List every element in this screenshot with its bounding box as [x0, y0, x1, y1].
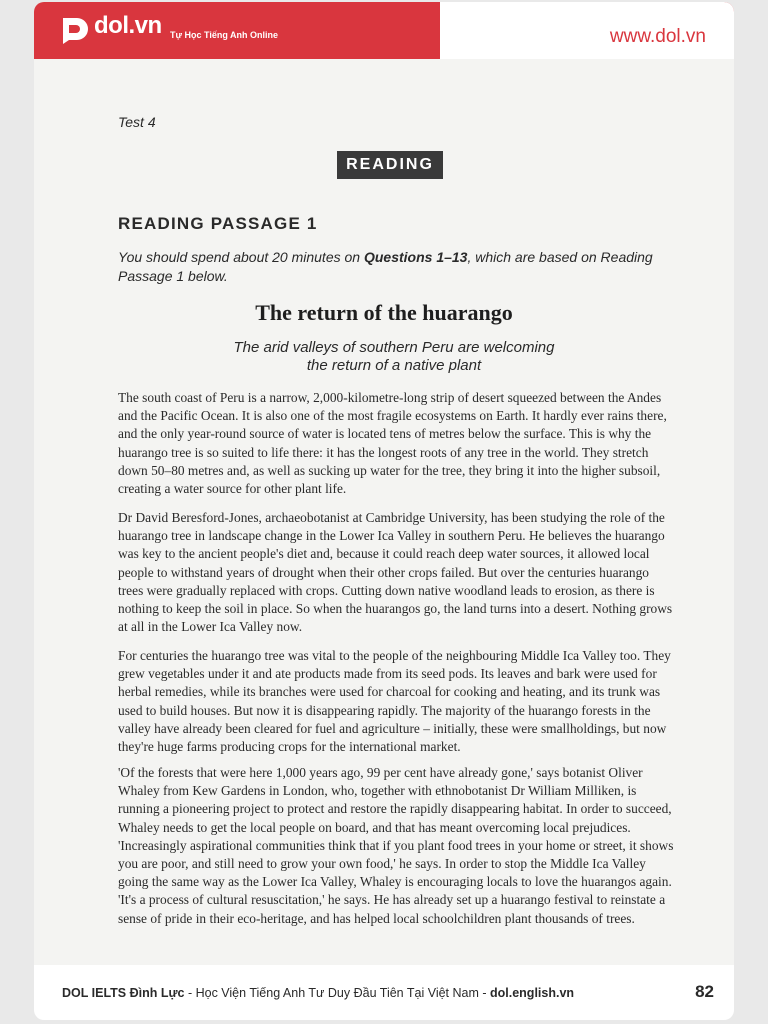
- passage-title: The return of the huarango: [255, 300, 513, 325]
- footer-separator-2: -: [478, 986, 490, 1000]
- page-number: 82: [695, 982, 714, 1001]
- instructions-pre: You should spend about 20 minutes on: [118, 249, 364, 265]
- site-url-link[interactable]: www.dol.vn: [609, 26, 706, 47]
- footer-link[interactable]: dol.english.vn: [490, 986, 575, 1000]
- paragraph-2: Dr David Beresford-Jones, archaeobotanist at Cambridge University, has been studying the role of the huarango tree in landscape change in the Lower Ica Valley in southern Peru. He believes the huarango was key to the ancient people's diet and, because it could reach deep water sources, it allowed local people to withstand years of drought when their other crops failed. But over the centuries huarango trees were gradually replaced with crops. Cutting down native woodland leads to erosion, as there is nothing to keep the soil in place. So when the huarangos go, the land turns into a desert. Nothing grows at all in the Lower Ica Valley now.: [118, 510, 673, 635]
- passage-heading: READING PASSAGE 1: [118, 214, 318, 233]
- logo-text[interactable]: dol.vn: [94, 12, 162, 39]
- footer-separator-1: -: [184, 986, 196, 1000]
- subtitle-line-2: the return of a native plant: [306, 357, 482, 374]
- instructions-questions: Questions 1–13: [363, 249, 468, 265]
- paragraph-1: The south coast of Peru is a narrow, 2,000-kilometre-long strip of desert squeezed between the Andes and the Pacific Ocean. It is also one of the most fragile ecosystems on Earth. It hardly ever rains there, and the only year-round source of water is located tens of metres below the surface. This is why the huarango tree is so suited to life there: it has the longest roots of any tree in the world. They stretch down 50–80 metres and, as well as sucking up water for the tree, they bring it into the higher subsoil, creating a water source for other plant life.: [118, 390, 667, 497]
- instructions-post: , which are based on Reading Passage 1 below.: [118, 249, 653, 284]
- paragraph-4: 'Of the forests that were here 1,000 years ago, 99 per cent have already gone,' says botanist Oliver Whaley from Kew Gardens in London, who, together with ethnobotanist Dr William Milliken, is running a pioneering project to protect and restore the rapidly disappearing habitat. In order to succeed, Whaley needs to get the local people on board, and that has meant overcoming local prejudices. 'Increasingly aspirational communities think that if you plant food trees in your home or street, it shows you are poor, and still need to grow your own food,' he says. In order to stop the Middle Ica Valley going the same way as the Lower Ica Valley, Whaley is encouraging locals to love the huarangos again. 'It's a process of cultural resuscitation,' he says. He has already set up a huarango festival to reinstate a sense of pride in their eco-heritage, and has helped local schoolchildren plant thousands of trees.: [118, 765, 674, 926]
- paragraph-3: For centuries the huarango tree was vital to the people of the neighbouring Middle Ica Valley too. They grew vegetables under it and ate products made from its seed pods. Its leaves and bark were used for herbal remedies, while its branches were used for charcoal for cooking and heating, and its trunk was used to build houses. But now it is disappearing rapidly. The majority of the huarango forests in the valley have already been cleared for fuel and agriculture – initially, these were smallholdings, but now they're huge farms producing crops for the international market.: [118, 648, 671, 755]
- footer-brand: DOL IELTS Đình Lực: [62, 986, 185, 1000]
- footer-text: [62, 986, 574, 1000]
- dol-logo-icon: [60, 14, 90, 44]
- passage-subtitle: [0, 339, 768, 375]
- subtitle-line-1: The arid valleys of southern Peru are welcoming: [233, 339, 555, 356]
- instructions: [118, 248, 678, 286]
- section-heading-reading: READING: [337, 151, 443, 179]
- test-label: Test 4: [118, 114, 156, 130]
- logo-tagline: Tự Học Tiếng Anh Online: [170, 30, 279, 40]
- footer-description: Học Viện Tiếng Anh Tư Duy Đầu Tiên Tại Việt Nam: [195, 986, 479, 1000]
